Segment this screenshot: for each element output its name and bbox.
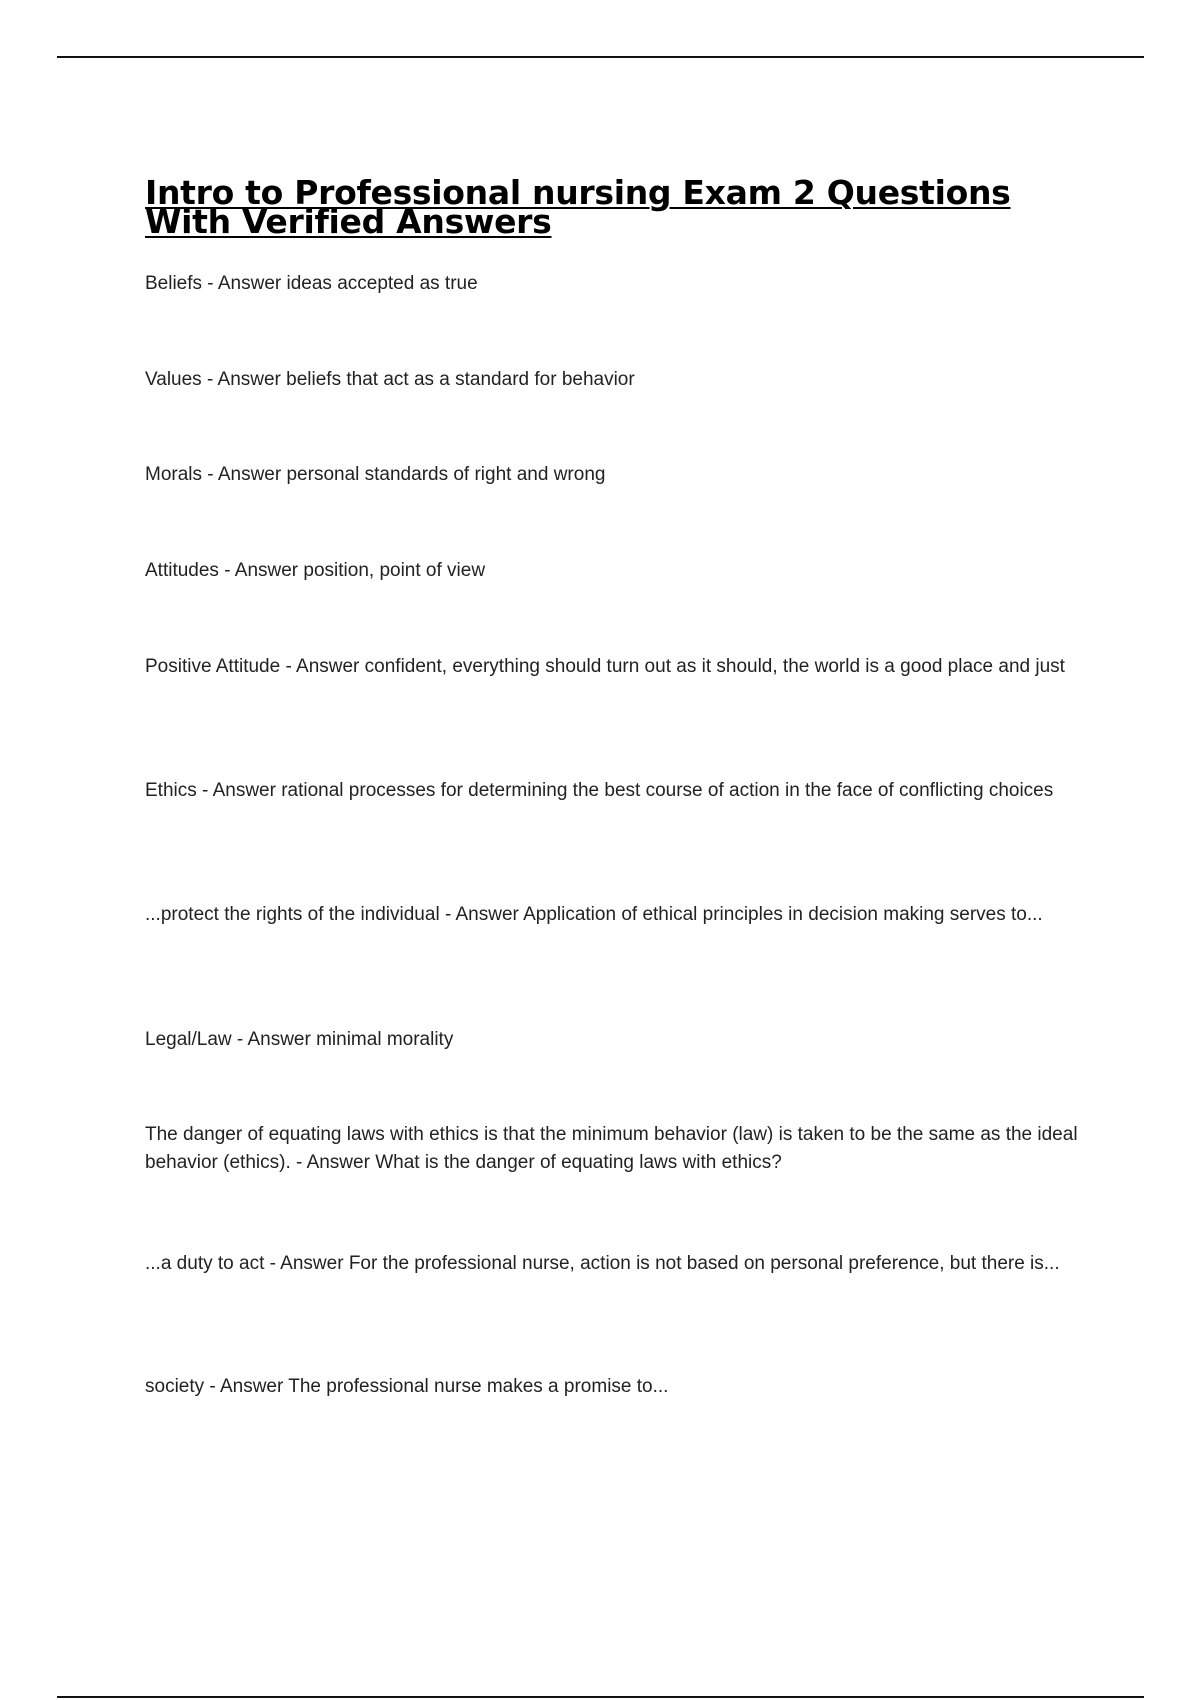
top-divider bbox=[57, 56, 1144, 58]
qa-entry-duty-to-act: ...a duty to act - Answer For the professional nurse, action is not based on personal preference, but there is... bbox=[145, 1253, 1060, 1274]
qa-entry-morals: Morals - Answer personal standards of right and wrong bbox=[145, 464, 606, 485]
qa-entry-beliefs: Beliefs - Answer ideas accepted as true bbox=[145, 273, 478, 294]
qa-entry-laws-vs-ethics: The danger of equating laws with ethics is that the minimum behavior (law) is taken to be the same as the ideal behavior (ethics). - Answer What is the danger of equating laws with ethics? bbox=[145, 1124, 1078, 1173]
qa-entry-values: Values - Answer beliefs that act as a standard for behavior bbox=[145, 369, 635, 390]
qa-entry-attitudes: Attitudes - Answer position, point of view bbox=[145, 560, 486, 581]
document-title: Intro to Professional nursing Exam 2 Questions With Verified Answers bbox=[145, 173, 1011, 241]
qa-entry-legal-law: Legal/Law - Answer minimal morality bbox=[145, 1029, 454, 1050]
qa-entry-society: society - Answer The professional nurse makes a promise to... bbox=[145, 1376, 669, 1397]
qa-entry-protect-rights: ...protect the rights of the individual - Answer Application of ethical principles in decision making serves to... bbox=[145, 904, 1043, 925]
bottom-divider bbox=[57, 1696, 1144, 1698]
qa-entry-ethics: Ethics - Answer rational processes for determining the best course of action in the face of conflicting choices bbox=[145, 780, 1054, 801]
qa-entry-positive-attitude: Positive Attitude - Answer confident, everything should turn out as it should, the world is a good place and just bbox=[145, 656, 1065, 677]
